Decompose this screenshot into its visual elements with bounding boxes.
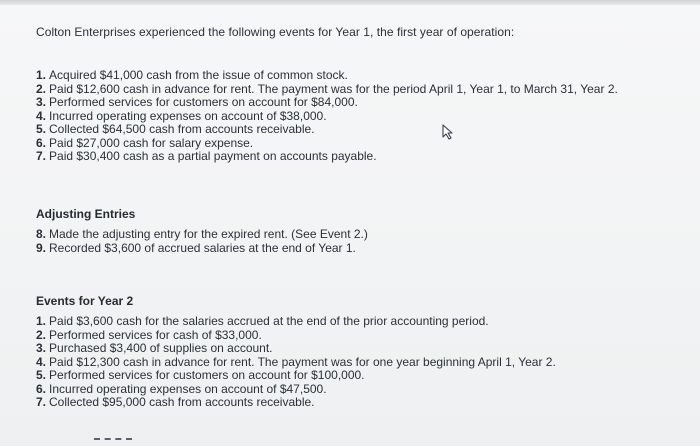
list-item: 8. Made the adjusting entry for the expired rent. (See Event 2.): [36, 227, 368, 241]
list-item: 4. Paid $12,300 cash in advance for rent. The payment was for one year beginning April 1, Year 2.: [36, 354, 556, 369]
year2-event-list: [36, 315, 556, 410]
list-item: 3. Performed services for customers on account for $84,000.: [36, 95, 358, 109]
list-item: 6. Incurred operating expenses on account of $47,500.: [36, 381, 327, 396]
list-item: 5. Collected $64,500 cash from accounts receivable.: [36, 122, 315, 136]
adjusting-entries-list: [36, 228, 368, 255]
list-item: 9. Recorded $3,600 of accrued salaries at the end of Year 1.: [36, 240, 356, 255]
intro-text: Colton Enterprises experienced the following events for Year 1, the first year of operation:: [36, 25, 515, 39]
list-item: 6. Paid $27,000 cash for salary expense.: [36, 135, 254, 150]
adjusting-entries-heading: Adjusting Entries: [36, 207, 136, 221]
list-item: 2. Performed services for cash of $33,000.: [36, 327, 262, 342]
list-item: 7. Collected $95,000 cash from accounts receivable.: [36, 395, 315, 409]
mouse-cursor-icon: [441, 124, 455, 140]
list-item: 7. Paid $30,400 cash as a partial payment on accounts payable.: [36, 149, 377, 163]
list-item: 2. Paid $12,600 cash in advance for rent. The payment was for the period April 1, Year 1, to March 31, Year 2.: [36, 81, 618, 96]
list-item: 1. Acquired $41,000 cash from the issue of common stock.: [36, 68, 348, 82]
list-item: 4. Incurred operating expenses on account of $38,000.: [36, 108, 327, 123]
list-item: 3. Purchased $3,400 of supplies on account.: [36, 341, 273, 355]
year2-events-heading: Events for Year 2: [36, 294, 134, 308]
list-item: 1. Paid $3,600 cash for the salaries accrued at the end of the prior accounting period.: [36, 314, 489, 328]
screen-edge: [0, 0, 700, 5]
list-item: 5. Performed services for customers on account for $100,000.: [36, 368, 365, 382]
year1-event-list: [36, 69, 618, 164]
cut-off-next-line: [94, 438, 132, 440]
